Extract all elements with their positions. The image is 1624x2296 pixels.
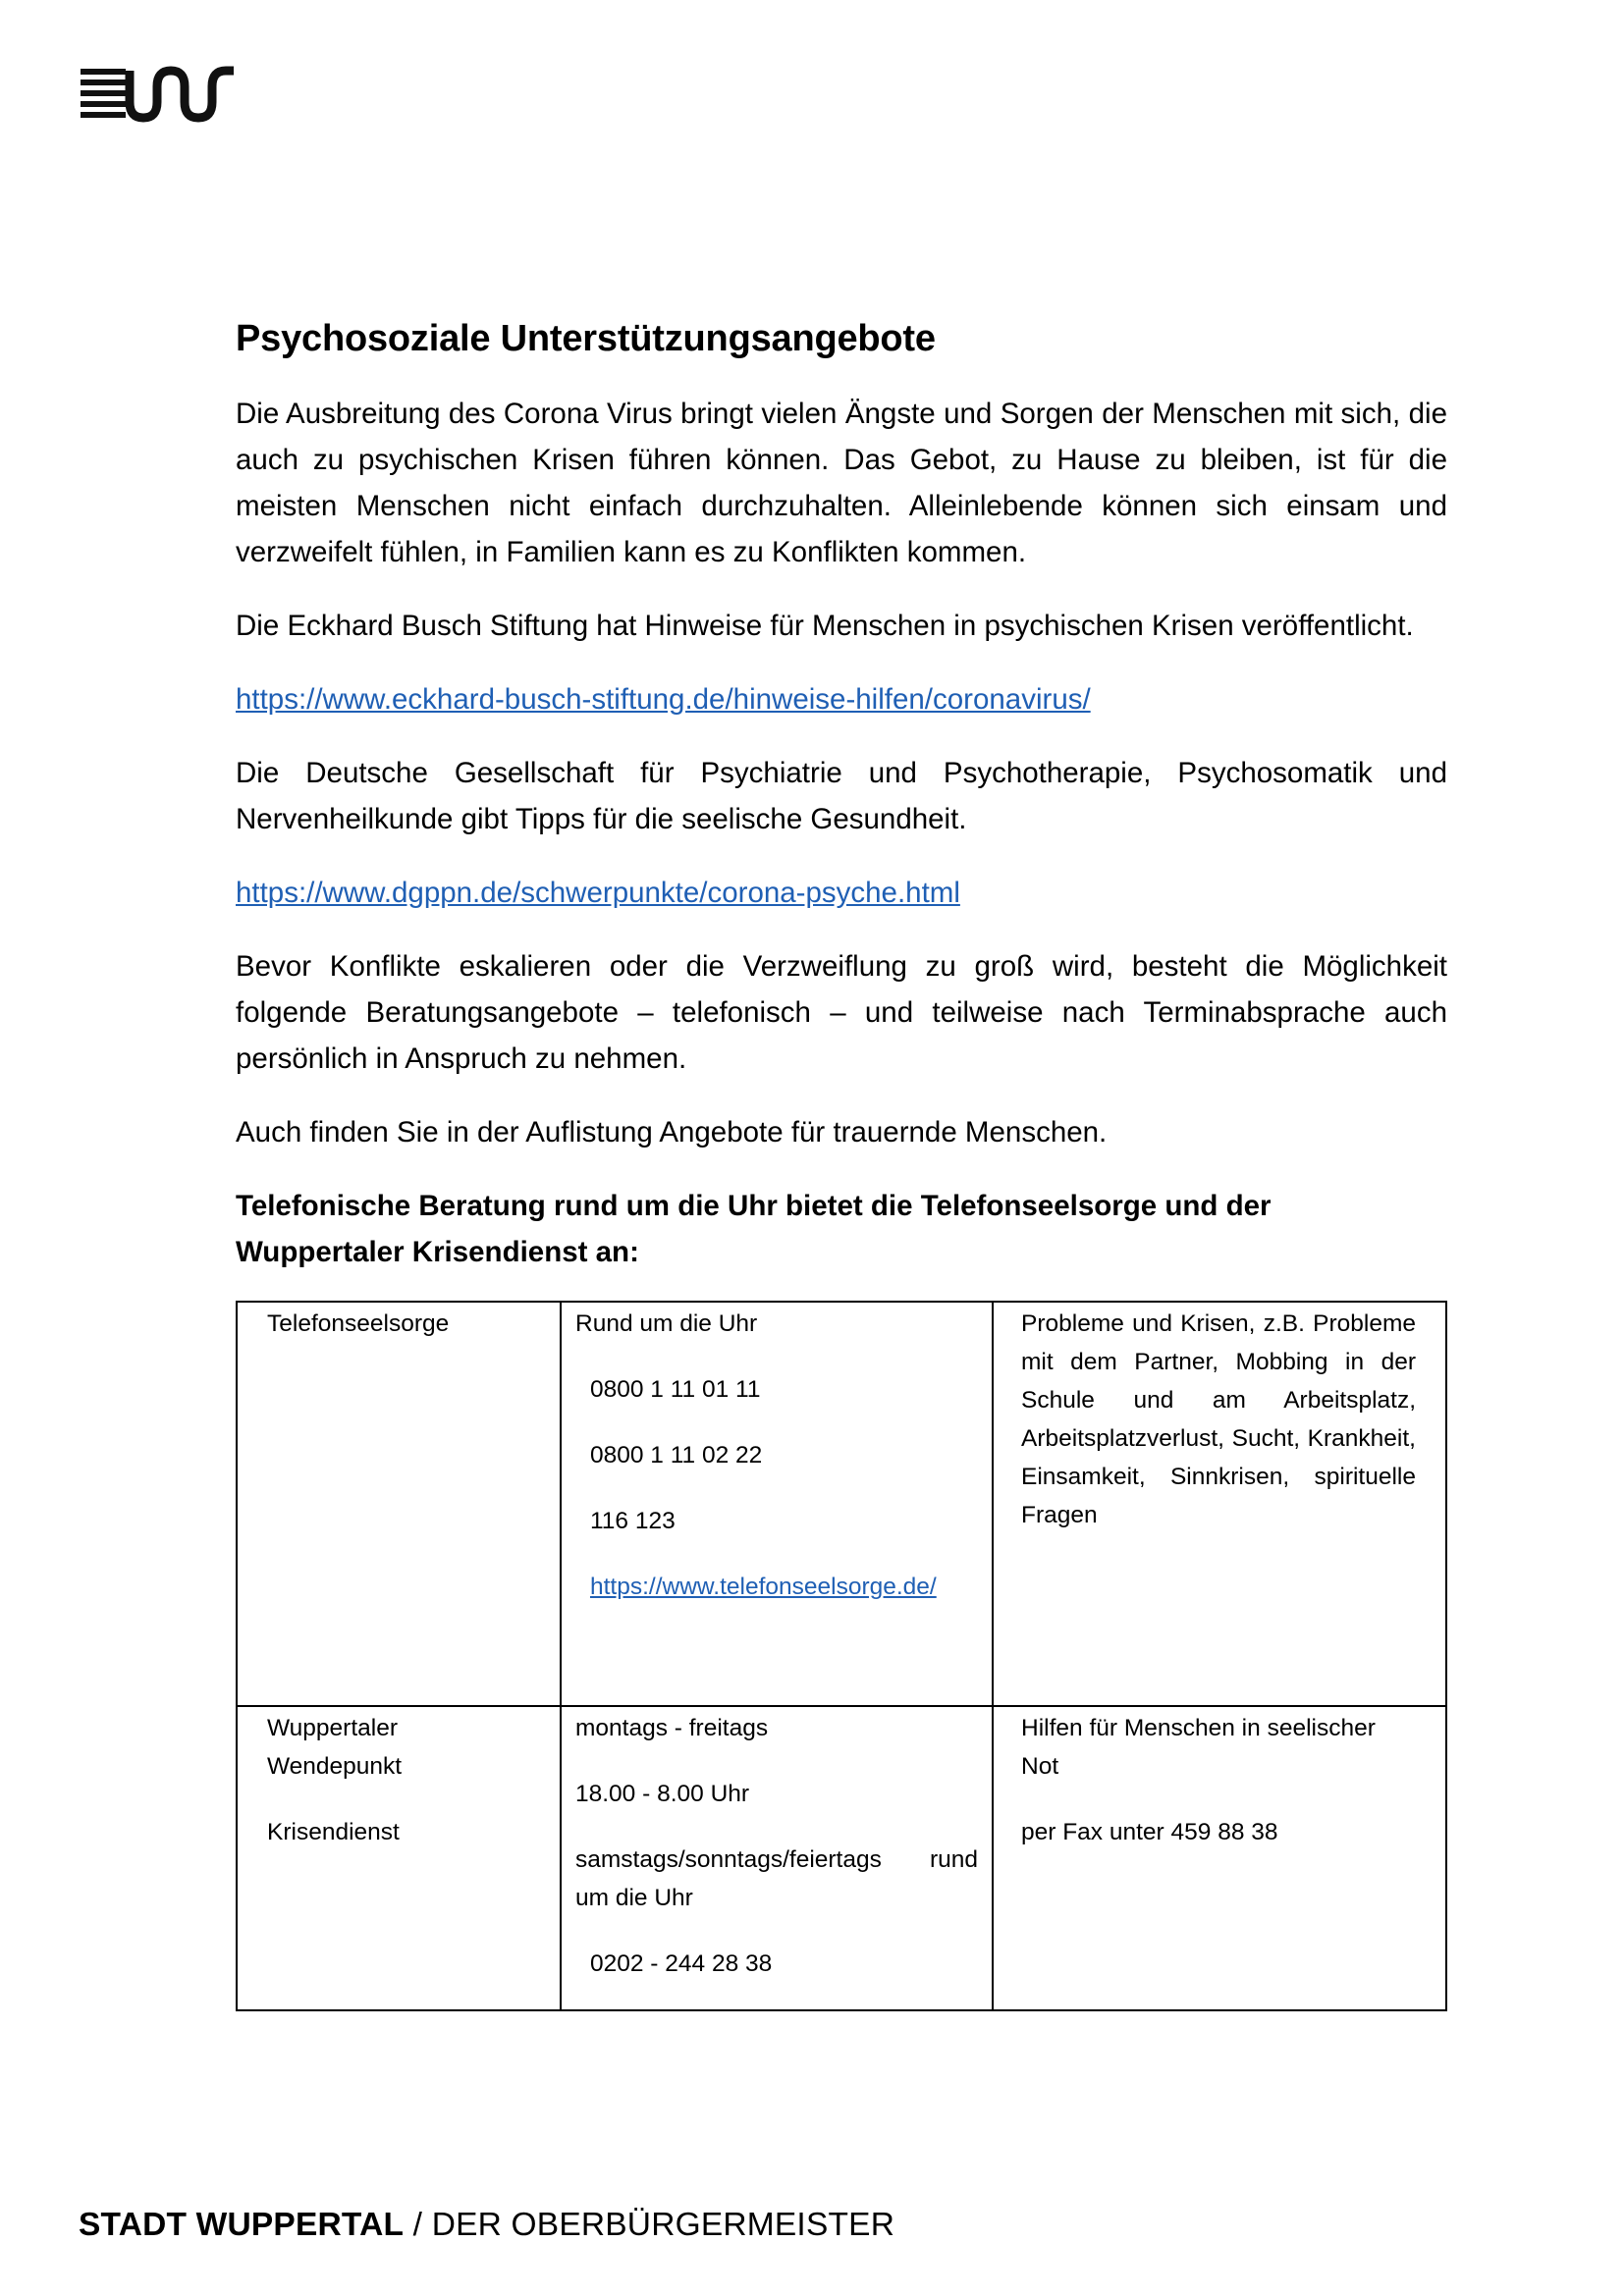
row-time: 18.00 - 8.00 Uhr — [575, 1781, 750, 1807]
dgppn-paragraph: Die Deutsche Gesellschaft für Psychiatrie und Psychotherapie, Psychosomatik und Nervenheilkunde gibt Tipps für die seelische Gesundheit. — [236, 757, 1447, 835]
phone-number: 116 123 — [590, 1508, 676, 1534]
document-body — [236, 312, 1447, 2011]
table-row — [237, 1706, 1446, 2010]
trauer-paragraph: Auch finden Sie in der Auflistung Angebote für trauernde Menschen. — [236, 1116, 1108, 1148]
stadt-wuppertal-logo — [81, 65, 238, 126]
row-hours: Rund um die Uhr — [575, 1310, 758, 1337]
table-row — [237, 1302, 1446, 1706]
weekend-rund: rund — [929, 1846, 978, 1873]
row-days: montags - freitags — [575, 1715, 769, 1741]
row-name-line: Wuppertaler — [267, 1715, 399, 1741]
phone-number: 0800 1 11 01 11 — [590, 1376, 761, 1403]
row-description: Probleme und Krisen, z.B. Probleme mit dem Partner, Mobbing in der Schule und am Arbeitsplatz, Arbeitsplatzverlust, Sucht, Krankheit, Einsamkeit, Sinnkrisen, spirituelle Fragen — [1021, 1310, 1416, 1528]
table-cell-contact — [561, 1302, 993, 1706]
stiftung-paragraph: Die Eckhard Busch Stiftung hat Hinweise für Menschen in psychischen Krisen veröffentlicht. — [236, 610, 1414, 642]
table-cell-name — [237, 1706, 561, 2010]
phone-number: 0800 1 11 02 22 — [590, 1442, 763, 1468]
phone-number: 0202 - 244 28 38 — [590, 1950, 773, 1977]
telefonseelsorge-link[interactable]: https://www.telefonseelsorge.de/ — [590, 1574, 937, 1600]
footer-office: DER OBERBÜRGERMEISTER — [431, 2207, 895, 2243]
intro-paragraph: Die Ausbreitung des Corona Virus bringt vielen Ängste und Sorgen der Menschen mit sich, die auch zu psychischen Krisen führen können. Das Gebot, zu Hause zu bleiben, ist für die meisten Menschen nicht einfach durchzuhalten. Alleinlebende können sich einsam und verzweifelt fühlen, in Familien kann es zu Konflikten kommen. — [236, 398, 1447, 568]
table-cell-name — [237, 1302, 561, 1706]
weekend-hours: um die Uhr — [575, 1885, 693, 1911]
footer-separator: / — [404, 2207, 432, 2243]
table-cell-description — [993, 1302, 1446, 1706]
row-name-line: Wendepunkt — [267, 1753, 403, 1780]
page-title: Psychosoziale Unterstützungsangebote — [236, 318, 936, 359]
beratung-paragraph: Bevor Konflikte eskalieren oder die Verzweiflung zu groß wird, besteht die Möglichkeit folgende Beratungsangebote – telefonisch – und teilweise nach Terminabsprache auch persönlich in Anspruch zu nehmen. — [236, 950, 1447, 1075]
row-description: Hilfen für Menschen in seelischer Not — [1021, 1715, 1376, 1780]
telefonberatung-heading: Telefonische Beratung rund um die Uhr bietet die Telefonseelsorge und der Wuppertaler Krisendienst an: — [236, 1190, 1272, 1268]
table-cell-contact — [561, 1706, 993, 2010]
eckhard-busch-link[interactable]: https://www.eckhard-busch-stiftung.de/hinweise-hilfen/coronavirus/ — [236, 683, 1091, 716]
weekend-line — [575, 1841, 978, 1879]
beratung-table — [236, 1301, 1447, 2011]
row-name: Telefonseelsorge — [267, 1310, 450, 1337]
fax-number: per Fax unter 459 88 38 — [1021, 1819, 1278, 1845]
footer — [79, 2207, 894, 2244]
row-name-line: Krisendienst — [267, 1819, 400, 1845]
weekend-days: samstags/sonntags/feiertags — [575, 1846, 882, 1873]
footer-city: STADT WUPPERTAL — [79, 2207, 405, 2243]
table-cell-description — [993, 1706, 1446, 2010]
dgppn-link[interactable]: https://www.dgppn.de/schwerpunkte/corona-psyche.html — [236, 877, 960, 909]
